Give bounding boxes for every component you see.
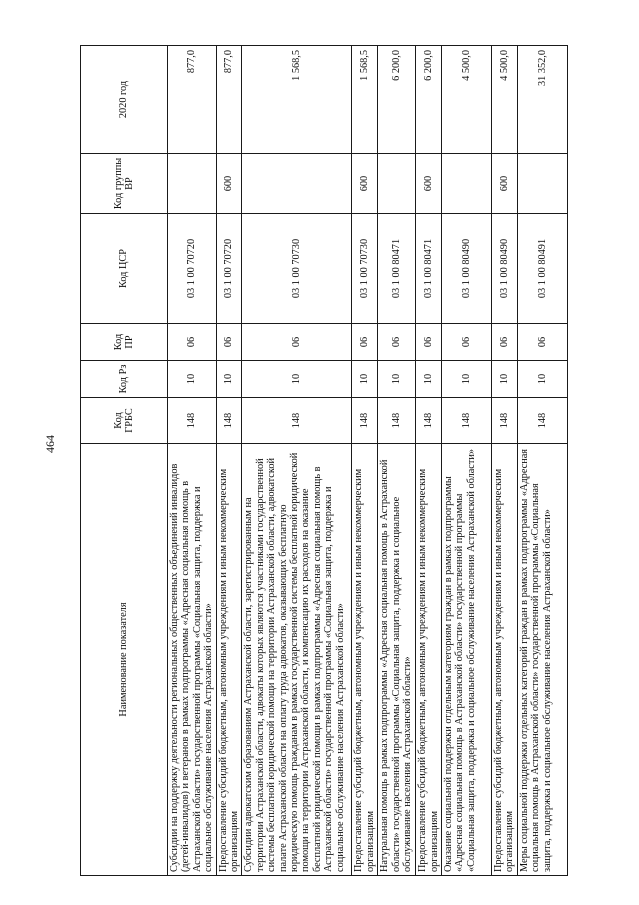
row-rz: 10 bbox=[517, 361, 567, 398]
column-header-rz: Код Рз bbox=[81, 361, 168, 398]
row-amount: 1 568,5 bbox=[352, 46, 378, 154]
row-name: Предоставление субсидий бюджетным, автономным учреждениям и иным некоммерческим организациям bbox=[416, 444, 442, 876]
row-pr: 06 bbox=[242, 324, 352, 361]
column-header-grbs: Код ГРБС bbox=[81, 398, 168, 444]
row-csr: 03 1 00 80490 bbox=[492, 214, 518, 324]
table-row bbox=[492, 46, 518, 876]
row-name: Субсидии адвокатским образованиям Астраханской области, зарегистрированным на территории Астраханской области, адвокаты которых являются участниками государственной системы бесплатной юридической помощи на территории Астраханской области, адвокатской палате Астраханской области на оплату труда адвокатов, оказывающих бесплатную юридическую помощь гражданам в рамках государственной системы бесплатной юридической помощи на территории Астраханской области, и компенсацию их расходов на оказание бесплатной юридической помощи в рамках подпрограммы «Адресная социальная помощь в Астраханской области» государственной программы «Социальная защита, поддержка и социальное обслуживание населения Астраханской области» bbox=[242, 444, 352, 876]
row-rz: 10 bbox=[216, 361, 242, 398]
row-rz: 10 bbox=[352, 361, 378, 398]
row-rz: 10 bbox=[242, 361, 352, 398]
row-name: Предоставление субсидий бюджетным, автономным учреждениям и иным некоммерческим организациям bbox=[352, 444, 378, 876]
table-row bbox=[242, 46, 352, 876]
row-grbs: 148 bbox=[242, 398, 352, 444]
row-vr bbox=[378, 154, 416, 214]
table-row bbox=[216, 46, 242, 876]
row-name: Натуральная помощь в рамках подпрограммы «Адресная социальная помощь в Астраханской области» государственной программы «Социальная защита, поддержка и социальное обслуживание населения Астраханской области» bbox=[378, 444, 416, 876]
row-vr: 600 bbox=[216, 154, 242, 214]
table-header-row bbox=[81, 46, 168, 876]
rotated-table-container bbox=[80, 46, 563, 876]
row-amount: 4 500,0 bbox=[492, 46, 518, 154]
row-pr: 06 bbox=[352, 324, 378, 361]
row-pr: 06 bbox=[216, 324, 242, 361]
row-grbs: 148 bbox=[416, 398, 442, 444]
row-amount: 877,0 bbox=[168, 46, 217, 154]
table-row bbox=[416, 46, 442, 876]
row-amount: 1 568,5 bbox=[242, 46, 352, 154]
table-row bbox=[352, 46, 378, 876]
row-vr: 600 bbox=[492, 154, 518, 214]
row-rz: 10 bbox=[378, 361, 416, 398]
row-csr: 03 1 00 70730 bbox=[352, 214, 378, 324]
column-header-vr: Код группы ВР bbox=[81, 154, 168, 214]
column-header-2020: 2020 год bbox=[81, 46, 168, 154]
row-grbs: 148 bbox=[168, 398, 217, 444]
row-amount: 877,0 bbox=[216, 46, 242, 154]
row-vr bbox=[168, 154, 217, 214]
row-csr: 03 1 00 80491 bbox=[517, 214, 567, 324]
row-amount: 4 500,0 bbox=[442, 46, 492, 154]
row-name: Меры социальной поддержки отдельных категорий граждан в рамках подпрограммы «Адресная социальная помощь в Астраханской области» государственной программы «Социальная защита, поддержка и социальное обслуживание населения Астраханской области» bbox=[517, 444, 567, 876]
row-grbs: 148 bbox=[442, 398, 492, 444]
row-rz: 10 bbox=[442, 361, 492, 398]
row-csr: 03 1 00 80490 bbox=[442, 214, 492, 324]
row-name: Предоставление субсидий бюджетным, автономным учреждениям и иным некоммерческим организациям bbox=[492, 444, 518, 876]
row-pr: 06 bbox=[442, 324, 492, 361]
row-grbs: 148 bbox=[216, 398, 242, 444]
row-csr: 03 1 00 80471 bbox=[416, 214, 442, 324]
row-csr: 03 1 00 70720 bbox=[168, 214, 217, 324]
row-name: Субсидии на поддержку деятельности региональных общественных объединений инвалидов (детей-инвалидов) и ветеранов в рамках подпрограммы «Адресная социальная помощь в Астраханской области» государственной программы «Социальная защита, поддержка и социальное обслуживание населения Астраханской области» bbox=[168, 444, 217, 876]
row-name: Оказание социальной поддержки отдельным категориям граждан в рамках подпрограммы «Адресная социальная помощь в Астраханской области» государственной программы «Социальная защита, поддержка и социальное обслуживание населения Астраханской области» bbox=[442, 444, 492, 876]
table-row bbox=[442, 46, 492, 876]
row-rz: 10 bbox=[492, 361, 518, 398]
row-vr bbox=[442, 154, 492, 214]
row-pr: 06 bbox=[378, 324, 416, 361]
column-header-csr: Код ЦСР bbox=[81, 214, 168, 324]
row-pr: 06 bbox=[416, 324, 442, 361]
row-csr: 03 1 00 70720 bbox=[216, 214, 242, 324]
column-header-pr: Код ПР bbox=[81, 324, 168, 361]
row-amount: 31 352,0 bbox=[517, 46, 567, 154]
row-name: Предоставление субсидий бюджетным, автономным учреждениям и иным некоммерческим организациям bbox=[216, 444, 242, 876]
row-pr: 06 bbox=[517, 324, 567, 361]
row-rz: 10 bbox=[168, 361, 217, 398]
row-csr: 03 1 00 80471 bbox=[378, 214, 416, 324]
row-csr: 03 1 00 70730 bbox=[242, 214, 352, 324]
row-vr bbox=[517, 154, 567, 214]
row-amount: 6 200,0 bbox=[378, 46, 416, 154]
column-header-name: Наименование показателя bbox=[81, 444, 168, 876]
row-pr: 06 bbox=[492, 324, 518, 361]
budget-table bbox=[80, 45, 568, 876]
row-grbs: 148 bbox=[517, 398, 567, 444]
row-grbs: 148 bbox=[492, 398, 518, 444]
row-grbs: 148 bbox=[378, 398, 416, 444]
row-vr: 600 bbox=[352, 154, 378, 214]
row-pr: 06 bbox=[168, 324, 217, 361]
row-grbs: 148 bbox=[352, 398, 378, 444]
page-number: 464 bbox=[43, 435, 57, 453]
row-rz: 10 bbox=[416, 361, 442, 398]
table-row bbox=[378, 46, 416, 876]
row-amount: 6 200,0 bbox=[416, 46, 442, 154]
table-row bbox=[168, 46, 217, 876]
table-row bbox=[517, 46, 567, 876]
row-vr: 600 bbox=[416, 154, 442, 214]
row-vr bbox=[242, 154, 352, 214]
